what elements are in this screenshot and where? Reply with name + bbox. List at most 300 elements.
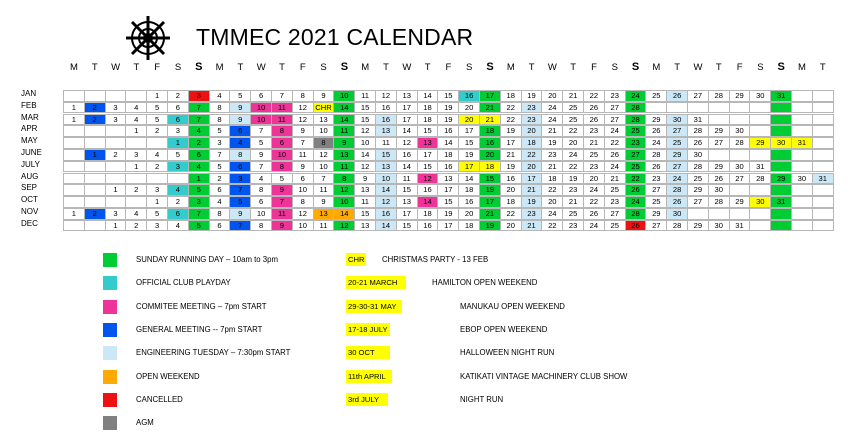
day-cell: 9 (250, 149, 272, 161)
event-description: HALLOWEEN NIGHT RUN (460, 348, 555, 358)
day-cell: 30 (749, 90, 771, 102)
day-cell: 30 (729, 125, 751, 137)
day-cell: 23 (583, 161, 605, 173)
day-cell: 6 (229, 125, 251, 137)
day-cell: 22 (500, 208, 522, 220)
day-cell: 22 (500, 102, 522, 114)
day-cell: 3 (229, 173, 251, 185)
day-cell: 4 (209, 90, 231, 102)
day-cell: 8 (250, 184, 272, 196)
legend-label: COMMITEE MEETING – 7pm START (136, 301, 267, 311)
day-cell: 4 (146, 149, 168, 161)
day-cell: 17 (396, 102, 418, 114)
day-cell: 6 (167, 208, 189, 220)
empty-cell (729, 184, 751, 196)
empty-cell (770, 161, 792, 173)
day-cell: 9 (229, 102, 251, 114)
day-cell: 3 (105, 208, 127, 220)
day-cell: 1 (105, 184, 127, 196)
day-cell: 23 (562, 184, 584, 196)
day-cell: 25 (645, 196, 667, 208)
day-cell: 31 (687, 114, 709, 126)
day-cell: 20 (500, 220, 522, 232)
day-header: S (195, 61, 203, 73)
day-cell: 8 (313, 137, 335, 149)
day-cell: 21 (562, 90, 584, 102)
empty-cell (167, 173, 189, 185)
day-header: M (798, 62, 806, 73)
day-cell: 11 (333, 125, 355, 137)
day-cell: 10 (250, 102, 272, 114)
day-cell: 18 (521, 137, 543, 149)
day-cell: 31 (791, 137, 813, 149)
empty-cell (770, 125, 792, 137)
empty-cell (812, 161, 834, 173)
empty-cell (791, 184, 813, 196)
empty-cell (63, 137, 85, 149)
day-cell: 30 (770, 137, 792, 149)
day-header: M (652, 62, 661, 73)
day-cell: 27 (666, 125, 688, 137)
empty-cell (791, 149, 813, 161)
day-cell: 11 (271, 114, 293, 126)
day-cell: 4 (209, 196, 231, 208)
day-cell: 9 (313, 90, 335, 102)
day-header: F (736, 62, 743, 73)
day-cell: 19 (437, 208, 459, 220)
legend-swatch (103, 346, 117, 360)
day-cell: 19 (541, 137, 563, 149)
day-cell: 4 (125, 102, 147, 114)
day-cell: 31 (770, 90, 792, 102)
day-cell: 12 (313, 149, 335, 161)
empty-cell (125, 173, 147, 185)
day-cell: 6 (209, 220, 231, 232)
empty-cell (105, 173, 127, 185)
day-cell: 19 (458, 149, 480, 161)
day-cell: 2 (188, 137, 210, 149)
day-cell: 28 (749, 173, 771, 185)
day-cell: 23 (645, 173, 667, 185)
day-cell: 23 (604, 196, 626, 208)
day-cell: 12 (333, 184, 355, 196)
day-cell: 25 (625, 161, 647, 173)
day-cell: 29 (749, 137, 771, 149)
day-cell: 6 (188, 149, 210, 161)
empty-cell (812, 102, 834, 114)
month-label: NOV (21, 207, 39, 216)
day-cell: 17 (479, 90, 501, 102)
day-cell: 25 (625, 125, 647, 137)
legend-swatch (103, 253, 117, 267)
day-cell: 4 (125, 114, 147, 126)
day-cell: 29 (708, 125, 730, 137)
day-cell: 2 (105, 149, 127, 161)
day-header: T (91, 62, 98, 73)
day-cell: 22 (562, 125, 584, 137)
month-label: FEB (21, 100, 37, 110)
empty-cell (708, 149, 730, 161)
day-cell: 21 (541, 125, 563, 137)
day-cell: 17 (437, 184, 459, 196)
day-header: T (819, 62, 826, 73)
day-cell: 14 (417, 90, 439, 102)
day-cell: 3 (105, 114, 127, 126)
day-cell: 7 (209, 149, 231, 161)
day-cell: 13 (313, 208, 335, 220)
day-cell: 29 (645, 208, 667, 220)
day-header: W (693, 62, 703, 73)
day-cell: 24 (583, 220, 605, 232)
day-cell: 5 (146, 102, 168, 114)
day-cell: 3 (188, 90, 210, 102)
event-description: MANUKAU OPEN WEEKEND (460, 301, 565, 311)
empty-cell (749, 208, 771, 220)
day-cell: 1 (84, 149, 106, 161)
empty-cell (729, 114, 751, 126)
day-header: W (402, 62, 412, 73)
day-cell: 2 (167, 90, 189, 102)
day-cell: 7 (250, 161, 272, 173)
day-cell: 25 (604, 184, 626, 196)
day-cell: 26 (645, 125, 667, 137)
event-code: 29-30-31 MAY (346, 300, 402, 313)
day-cell: 21 (521, 184, 543, 196)
day-cell: 15 (437, 196, 459, 208)
day-cell: 18 (500, 90, 522, 102)
month-label: DEC (21, 218, 38, 228)
day-cell: 5 (250, 137, 272, 149)
day-cell: 9 (271, 184, 293, 196)
day-cell: 15 (354, 208, 376, 220)
day-cell: 21 (583, 137, 605, 149)
day-cell: 28 (625, 102, 647, 114)
day-cell: 5 (188, 184, 210, 196)
day-cell: 30 (666, 114, 688, 126)
day-cell: 28 (708, 196, 730, 208)
day-cell: 16 (458, 90, 480, 102)
empty-cell (708, 208, 730, 220)
day-cell: 23 (521, 208, 543, 220)
legend-swatch (103, 393, 117, 407)
day-cell: 19 (437, 102, 459, 114)
day-cell: 14 (333, 102, 355, 114)
day-cell: 9 (229, 114, 251, 126)
day-cell: 20 (562, 137, 584, 149)
day-cell: 14 (375, 184, 397, 196)
empty-cell (687, 208, 709, 220)
empty-cell (812, 114, 834, 126)
day-cell: 25 (666, 137, 688, 149)
day-cell: 27 (729, 173, 751, 185)
day-cell: 10 (292, 220, 314, 232)
day-cell: 30 (791, 173, 813, 185)
day-cell: 19 (500, 161, 522, 173)
day-cell: 29 (645, 114, 667, 126)
day-cell: 8 (292, 90, 314, 102)
day-cell: 6 (209, 184, 231, 196)
day-cell: 26 (583, 102, 605, 114)
day-cell: 16 (375, 102, 397, 114)
day-cell: 10 (313, 161, 335, 173)
day-cell: 21 (541, 161, 563, 173)
day-cell: 27 (604, 114, 626, 126)
day-cell: 1 (146, 90, 168, 102)
day-cell: 24 (541, 114, 563, 126)
empty-cell (770, 102, 792, 114)
legend-label: GENERAL MEETING -- 7pm START (136, 324, 263, 334)
day-cell: 5 (209, 125, 231, 137)
day-cell: 5 (146, 208, 168, 220)
day-cell: 13 (313, 114, 335, 126)
empty-cell (105, 137, 127, 149)
day-cell: 20 (521, 161, 543, 173)
day-cell: 12 (417, 173, 439, 185)
day-cell: 8 (292, 196, 314, 208)
day-cell: 13 (333, 149, 355, 161)
day-cell: 24 (604, 161, 626, 173)
day-cell: 14 (396, 161, 418, 173)
day-header: F (154, 62, 161, 73)
day-header: S (777, 61, 785, 73)
day-cell: 26 (645, 161, 667, 173)
day-cell: 6 (229, 161, 251, 173)
empty-cell (791, 90, 813, 102)
day-cell: 29 (666, 149, 688, 161)
empty-cell (63, 161, 85, 173)
day-cell: 29 (687, 220, 709, 232)
day-header: M (506, 62, 515, 73)
day-cell: 25 (562, 114, 584, 126)
day-cell: 24 (625, 90, 647, 102)
day-cell: 16 (479, 137, 501, 149)
day-cell: 2 (167, 196, 189, 208)
day-cell: 1 (105, 220, 127, 232)
day-header: M (215, 62, 224, 73)
empty-cell (105, 90, 127, 102)
legend-label: CANCELLED (136, 394, 183, 404)
day-cell: 1 (63, 208, 85, 220)
day-cell: 7 (229, 220, 251, 232)
empty-cell (125, 90, 147, 102)
day-cell: 4 (250, 173, 272, 185)
empty-cell (63, 149, 85, 161)
day-cell: 8 (333, 173, 355, 185)
club-logo (118, 12, 178, 64)
day-cell: 10 (292, 184, 314, 196)
day-cell: 23 (604, 90, 626, 102)
day-cell: 1 (146, 196, 168, 208)
day-cell: 3 (125, 149, 147, 161)
empty-cell (729, 208, 751, 220)
day-cell: 26 (583, 114, 605, 126)
day-cell: 11 (354, 90, 376, 102)
day-cell: 21 (521, 220, 543, 232)
day-cell: 10 (375, 173, 397, 185)
day-cell: 18 (417, 102, 439, 114)
day-header: M (361, 62, 370, 73)
empty-cell (729, 102, 751, 114)
day-cell: 14 (333, 114, 355, 126)
day-cell: 24 (666, 173, 688, 185)
day-cell: 17 (396, 208, 418, 220)
month-label: MAR (21, 112, 39, 122)
day-cell: 25 (562, 208, 584, 220)
day-cell: 23 (521, 102, 543, 114)
day-cell: 10 (354, 137, 376, 149)
day-cell: 18 (417, 114, 439, 126)
event-code: 30 OCT (346, 346, 390, 359)
day-cell: 24 (562, 149, 584, 161)
day-cell: 11 (354, 196, 376, 208)
legend-label: SUNDAY RUNNING DAY – 10am to 3pm (136, 255, 278, 264)
day-cell: 18 (479, 161, 501, 173)
day-cell: 4 (167, 184, 189, 196)
day-cell: 12 (333, 220, 355, 232)
day-cell: 19 (562, 173, 584, 185)
day-cell: 2 (125, 184, 147, 196)
empty-cell (63, 125, 85, 137)
day-cell: 21 (562, 196, 584, 208)
empty-cell (84, 125, 106, 137)
day-cell: 15 (354, 114, 376, 126)
month-label: MAY (21, 136, 38, 146)
empty-cell (812, 90, 834, 102)
day-cell: 16 (500, 173, 522, 185)
day-cell: 4 (167, 220, 189, 232)
day-cell: 20 (583, 173, 605, 185)
day-cell: 10 (333, 90, 355, 102)
day-cell: 20 (458, 102, 480, 114)
event-code: 17-18 JULY (346, 323, 390, 336)
day-header: T (383, 62, 389, 73)
day-cell: 29 (687, 184, 709, 196)
day-cell: 5 (271, 173, 293, 185)
day-cell: 9 (292, 161, 314, 173)
day-cell: 3 (167, 161, 189, 173)
day-cell: 4 (188, 125, 210, 137)
day-cell: 24 (541, 208, 563, 220)
day-cell: 3 (167, 125, 189, 137)
day-header: T (279, 62, 285, 73)
day-cell: 3 (146, 220, 168, 232)
day-cell: 29 (729, 90, 751, 102)
day-header: W (256, 62, 266, 73)
day-header: S (340, 61, 349, 73)
month-label: JUNE (21, 148, 42, 157)
day-cell: 8 (271, 161, 293, 173)
page-title: TMMEC 2021 CALENDAR (196, 24, 474, 50)
day-cell: 30 (729, 161, 751, 173)
month-label: AUG (21, 171, 39, 181)
day-cell: 17 (458, 161, 480, 173)
day-cell: 30 (708, 220, 730, 232)
day-cell: 20 (458, 208, 480, 220)
day-cell: 24 (583, 184, 605, 196)
day-cell: 15 (396, 184, 418, 196)
day-cell: 13 (417, 137, 439, 149)
day-cell: 24 (604, 125, 626, 137)
day-cell: 13 (437, 173, 459, 185)
day-cell: 3 (188, 196, 210, 208)
day-cell: 11 (313, 184, 335, 196)
day-cell: 31 (770, 196, 792, 208)
day-cell: 4 (125, 208, 147, 220)
empty-cell (105, 125, 127, 137)
day-cell: 10 (250, 208, 272, 220)
day-cell: 26 (604, 149, 626, 161)
day-cell: 12 (375, 196, 397, 208)
day-cell: 24 (541, 102, 563, 114)
empty-cell (749, 114, 771, 126)
day-cell: 13 (375, 125, 397, 137)
day-cell: 28 (687, 125, 709, 137)
day-header: W (111, 62, 121, 73)
legend-swatch (103, 300, 117, 314)
day-cell: 11 (396, 173, 418, 185)
day-header: S (631, 61, 640, 73)
day-cell: 26 (583, 208, 605, 220)
day-cell: 14 (354, 149, 376, 161)
day-cell: 22 (583, 90, 605, 102)
day-cell: 18 (479, 125, 501, 137)
day-cell: 15 (458, 137, 480, 149)
day-header: S (757, 62, 764, 73)
day-cell: 5 (167, 149, 189, 161)
day-cell: 15 (479, 173, 501, 185)
empty-cell (812, 149, 834, 161)
day-cell: 27 (604, 208, 626, 220)
day-cell: 28 (645, 149, 667, 161)
day-cell: 7 (271, 90, 293, 102)
day-cell: 12 (292, 208, 314, 220)
day-cell: 31 (812, 173, 834, 185)
legend-label: AGM (136, 418, 154, 428)
day-cell: 27 (625, 149, 647, 161)
day-cell: 7 (188, 114, 210, 126)
day-header: T (528, 62, 535, 73)
day-cell: 29 (770, 173, 792, 185)
day-cell: 22 (625, 173, 647, 185)
day-cell: 2 (84, 102, 106, 114)
day-cell: 20 (521, 125, 543, 137)
event-description: HAMILTON OPEN WEEKEND (432, 278, 538, 288)
day-cell: 16 (458, 196, 480, 208)
day-cell: 3 (105, 102, 127, 114)
day-cell: 27 (687, 90, 709, 102)
day-cell: 1 (188, 173, 210, 185)
month-label: APR (21, 124, 38, 134)
empty-cell (84, 137, 106, 149)
day-cell: 5 (188, 220, 210, 232)
empty-cell (770, 220, 792, 232)
day-header: S (466, 62, 473, 73)
day-cell: 7 (313, 173, 335, 185)
empty-cell (791, 196, 813, 208)
legend-swatch (103, 416, 117, 430)
event-code: 11th APRIL (346, 370, 392, 383)
day-cell: 11 (271, 102, 293, 114)
day-cell: 7 (188, 102, 210, 114)
empty-cell (791, 114, 813, 126)
empty-cell (749, 220, 771, 232)
day-cell: 28 (687, 161, 709, 173)
day-cell: 12 (354, 125, 376, 137)
day-cell: 29 (729, 196, 751, 208)
day-cell: 13 (375, 161, 397, 173)
empty-cell (791, 102, 813, 114)
day-cell: 15 (375, 149, 397, 161)
